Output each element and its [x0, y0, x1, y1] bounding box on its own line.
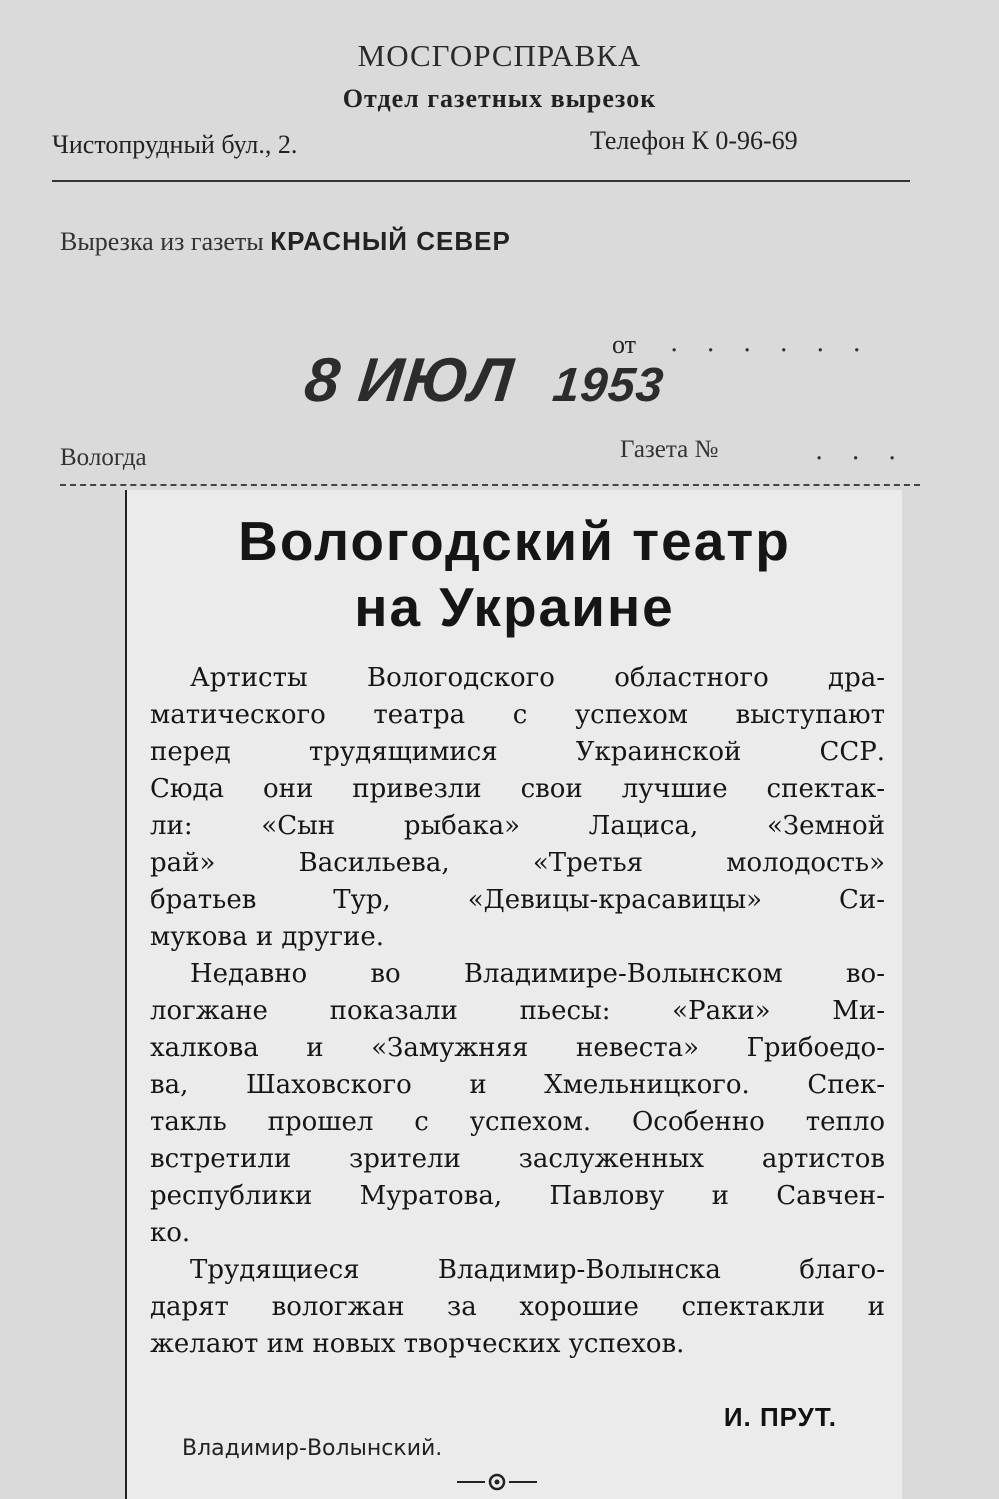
issue-label: Газета № — [620, 436, 719, 463]
newspaper-name: КРАСНЫЙ СЕВЕР — [270, 226, 511, 256]
article-line: перед трудящимися Украинской ССР. — [150, 737, 885, 767]
address: Чистопрудный бул., 2. — [52, 130, 298, 159]
city: Вологда — [60, 444, 147, 471]
article-line: республики Муратова, Павлову и Савчен- — [150, 1181, 885, 1211]
cut-label — [60, 226, 511, 257]
department-title: Отдел газетных вырезок — [342, 84, 657, 113]
article-body — [150, 660, 885, 1363]
article-line: дарят вологжан за хорошие спектакли и — [150, 1292, 885, 1322]
date-stamp — [301, 345, 668, 416]
article-line: встретили зрители заслуженных артистов — [150, 1144, 885, 1174]
dateline-place: Владимир-Волынский. — [182, 1436, 443, 1461]
cut-prefix: Вырезка из газеты — [60, 227, 264, 256]
article-headline — [127, 508, 902, 640]
issue-dots: . . . — [815, 436, 907, 466]
newspaper-clipping — [125, 490, 902, 1499]
article-line: рай» Васильева, «Третья молодость» — [150, 848, 885, 878]
header-divider — [52, 180, 910, 182]
article-line: такль прошел с успехом. Особенно тепло — [150, 1107, 885, 1137]
stamp-day-month: 8 ИЮЛ — [301, 346, 518, 415]
article-line: ко. — [150, 1218, 191, 1248]
article-line: братьев Тур, «Девицы-красавицы» Си- — [150, 885, 885, 915]
article-line: Трудящиеся Владимир-Волынска благо- — [190, 1255, 885, 1285]
stamp-year: 1953 — [550, 359, 667, 412]
article-line: Недавно во Владимире-Волынском во- — [190, 959, 885, 989]
article-line: халкова и «Замужняя невеста» Грибоедо- — [150, 1033, 885, 1063]
headline-line-1: Вологодский театр — [238, 510, 791, 572]
article-line: желают им новых творческих успехов. — [150, 1329, 685, 1359]
author-signature: И. ПРУТ. — [723, 1402, 837, 1432]
article-line: матического театра с успехом выступают — [150, 700, 885, 730]
article-line: Сюда они привезли свои лучшие спектак- — [150, 774, 885, 804]
organization-title: МОСГОРСПРАВКА — [357, 38, 642, 73]
phone: Телефон К 0-96-69 — [590, 126, 798, 155]
article-line: логжане показали пьесы: «Раки» Ми- — [150, 996, 885, 1026]
from-label: от — [612, 330, 637, 359]
headline-line-2: на Украине — [354, 576, 675, 638]
end-ornament-icon — [457, 1472, 537, 1492]
form-divider — [60, 484, 920, 487]
article-line: Артисты Вологодского областного дра- — [190, 663, 885, 693]
from-dots: . . . . . . — [670, 328, 871, 358]
article-line: мукова и другие. — [150, 922, 384, 952]
article-line: ва, Шаховского и Хмельницкого. Спек- — [150, 1070, 885, 1100]
article-line: ли: «Сын рыбака» Лациса, «Земной — [150, 811, 885, 841]
